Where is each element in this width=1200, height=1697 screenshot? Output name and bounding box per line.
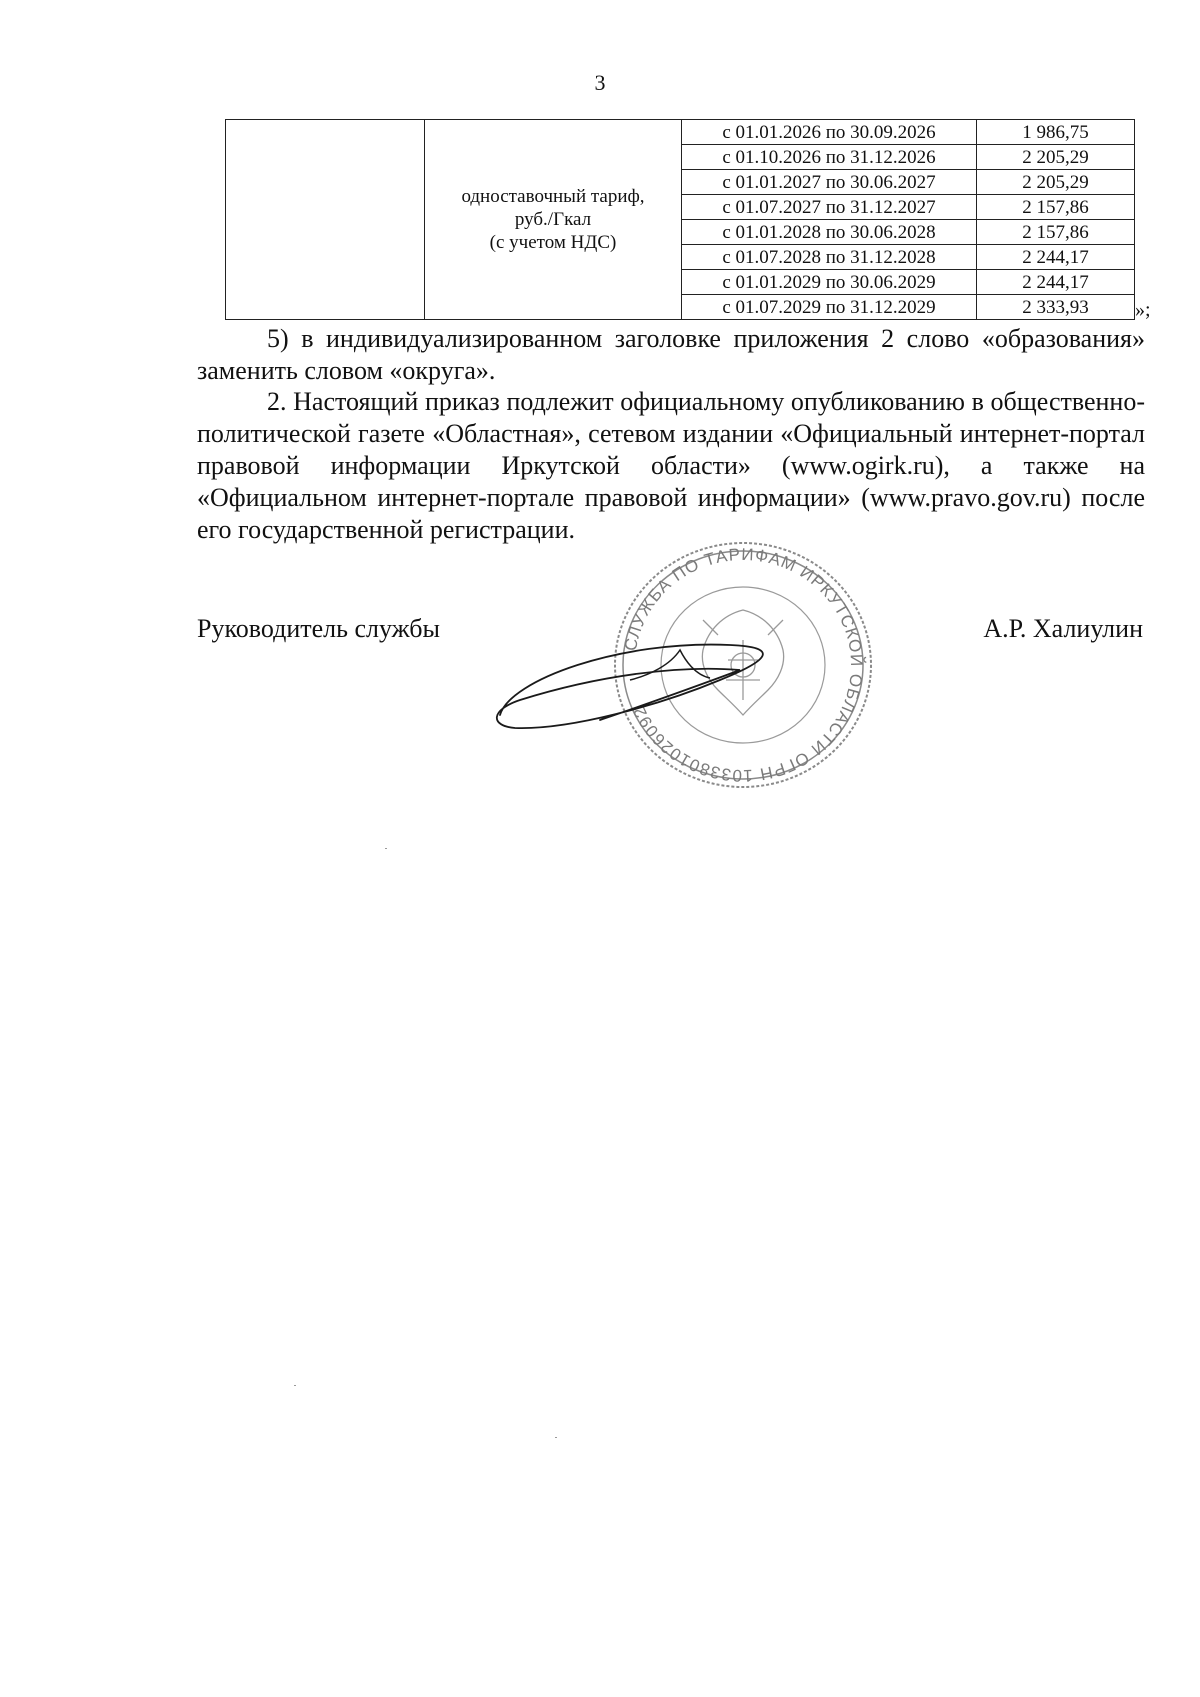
tariff-value-cell: 2 244,17 [977, 270, 1135, 295]
tariff-value-cell: 2 244,17 [977, 245, 1135, 270]
paragraph-item-5: 5) в индивидуализированном заголовке приложения 2 слово «образования» заменить словом «округа». [197, 324, 1145, 385]
tariff-value-cell: 2 205,29 [977, 170, 1135, 195]
tariff-label-line: одноставочный тариф, [461, 186, 645, 207]
paragraph-item-2: 2. Настоящий приказ подлежит официальному опубликованию в общественно-политической газете «Областная», сетевом издании «Официальный интернет-портал правовой информации Иркутской области» (www.ogirk.ru), а также на «Официальном интернет-портале правовой информации» (www.pravo.gov.ru) после его государственной регистрации. [197, 387, 1145, 544]
table-row [226, 120, 1135, 145]
tariff-value-cell: 2 333,93 [977, 295, 1135, 320]
period-cell: с 01.07.2027 по 31.12.2027 [682, 195, 977, 220]
empty-cell [226, 120, 425, 320]
period-cell: с 01.01.2028 по 30.06.2028 [682, 220, 977, 245]
tariff-value-cell: 1 986,75 [977, 120, 1135, 145]
tariff-value-cell: 2 157,86 [977, 195, 1135, 220]
scan-speck [555, 1437, 557, 1438]
period-cell: с 01.10.2026 по 31.12.2026 [682, 145, 977, 170]
period-cell: с 01.07.2029 по 31.12.2029 [682, 295, 977, 320]
period-cell: с 01.01.2029 по 30.06.2029 [682, 270, 977, 295]
tariff-label-line: (с учетом НДС) [489, 232, 617, 253]
scan-speck [385, 848, 387, 849]
tariff-value-cell: 2 157,86 [977, 220, 1135, 245]
scan-speck [294, 1385, 296, 1386]
seal-text: СЛУЖБА ПО ТАРИФАМ ИРКУТСКОЙ ОБЛАСТИ ОГРН 1033801026092 [620, 544, 867, 786]
period-cell: с 01.01.2026 по 30.09.2026 [682, 120, 977, 145]
period-cell: с 01.01.2027 по 30.06.2027 [682, 170, 977, 195]
handwritten-signature [480, 620, 820, 750]
signatory-title: Руководитель службы [197, 614, 440, 643]
signatory-name: А.Р. Халиулин [983, 614, 1143, 643]
tariff-label-cell [425, 120, 682, 320]
tariff-value-cell: 2 205,29 [977, 145, 1135, 170]
tariff-label-line: руб./Гкал [514, 209, 592, 230]
page-number: 3 [594, 70, 606, 95]
tariff-table [225, 119, 1135, 320]
closing-quote-mark: »; [1135, 299, 1151, 321]
period-cell: с 01.07.2028 по 31.12.2028 [682, 245, 977, 270]
